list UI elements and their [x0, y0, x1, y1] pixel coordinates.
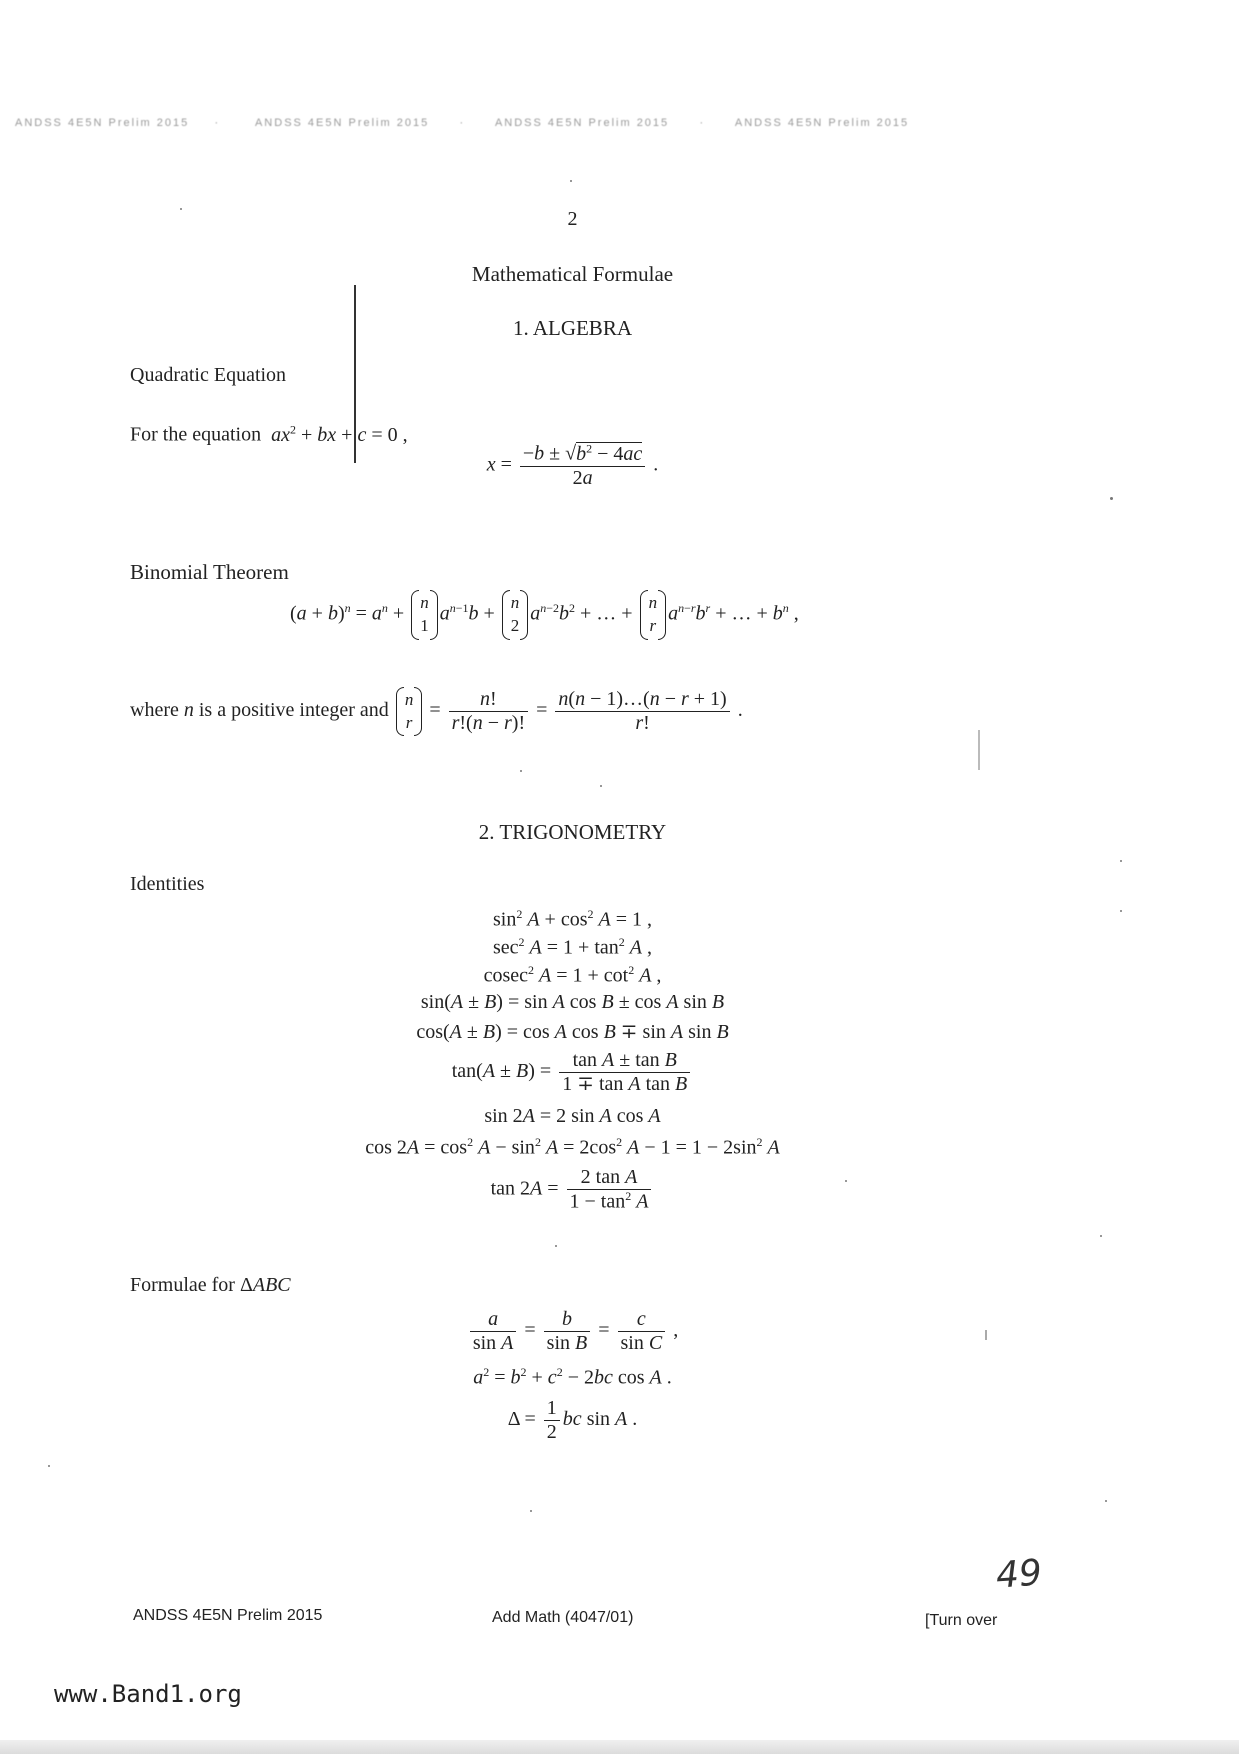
algebra-heading: 1. ALGEBRA	[512, 316, 632, 340]
identity-2: $\sec^2 A = 1 + \tan^2 A$ ,	[493, 935, 652, 959]
scanned-header-strip: ANDSS 4E5N Prelim 2015 · ANDSS 4E5N Prelim 2015 · ANDSS 4E5N Prelim 2015 · ANDSS 4E5N Prelim 2015	[15, 117, 910, 129]
identity-4: sin(A ± B) = sin A cos B ± cos A sin B	[420, 991, 725, 1013]
quadratic-formula: x = $\frac{-b \pm √b^2 - 4ac}{2a}$ .	[486, 441, 659, 489]
footer-center: Add Math (4047/01)	[492, 1609, 634, 1626]
binomial-heading: Binomial Theorem	[130, 560, 289, 584]
scanned-header-text: ANDSS 4E5N Prelim 2015	[15, 117, 190, 129]
footer-left: ANDSS 4E5N Prelim 2015	[133, 1607, 323, 1624]
binomial-coefficient-definition: where n is a positive integer and n r = $\frac{n!}{r!(n - r)!}$ = $\frac{n(n - 1)\dots(n - r + 1)}{r!}$ .	[130, 688, 743, 734]
identity-7: sin 2A = 2 sin A cos A	[484, 1105, 661, 1127]
trig-heading: 2. TRIGONOMETRY	[478, 820, 667, 844]
triangle-heading-text: Formulae for	[130, 1274, 235, 1296]
page-number: 2	[567, 208, 578, 230]
cosine-rule: $a^2 = b^2 + c^2 - 2bc$ cos A .	[473, 1365, 672, 1389]
identity-5: cos(A ± B) = cos A cos B ∓ sin A sin B	[416, 1021, 729, 1043]
area-formula: Δ = $\frac{1}{2}$ bc sin A .	[507, 1397, 638, 1443]
watermark: www.Band1.org	[54, 1680, 242, 1708]
handwritten-mark: 49	[994, 1552, 1044, 1597]
binomial-where-text-2: is a positive integer and	[198, 699, 389, 722]
identities-heading: Identities	[130, 873, 205, 895]
identity-6: tan(A ± B) = $\frac{\text{tan A ± tan B}}{\text{1 ∓ tan A tan B}}$	[0, 1049, 1145, 1096]
triangle-heading: Formulae for ΔABC	[130, 1274, 291, 1296]
page-title: Mathematical Formulae	[471, 262, 674, 286]
identity-1: $\sin^2 A + \cos^2 A = 1$ ,	[492, 907, 652, 931]
binomial-theorem: $(a + b)^n = a^n$ + n 1 $a^{n-1}b$ + n 2 $a^{n-2}b^2$ + … + n r $a^{n-r}b^r$ + … + $b^n$ ,	[290, 592, 799, 638]
identity-3: cosec$^2$ $A = 1 + \cot^2 A$ ,	[483, 963, 662, 987]
sine-rule: $\frac{a}{\text{sin A}}$ = $\frac{b}{\text{sin B}}$ = $\frac{c}{\text{sin C}}$ ,	[0, 1308, 1145, 1355]
identity-9: tan 2A = $\frac{\text{2 tan A}}{1 - \tan^2 A}$	[0, 1166, 1145, 1214]
binomial-where-text: where	[130, 699, 179, 722]
identity-8: $\cos 2A = \cos^2 A - \sin^2 A = 2\cos^2$ $A - 1 = 1 - 2\sin^2$ A	[365, 1135, 780, 1159]
quadratic-intro-text: For the equation	[130, 423, 262, 446]
quadratic-heading: Quadratic Equation	[130, 364, 287, 386]
quadratic-equation: $ax^2$ + bx + c = 0 ,	[271, 422, 408, 446]
footer-right: [Turn over	[925, 1612, 998, 1629]
scan-bottom-edge	[0, 1740, 1239, 1754]
